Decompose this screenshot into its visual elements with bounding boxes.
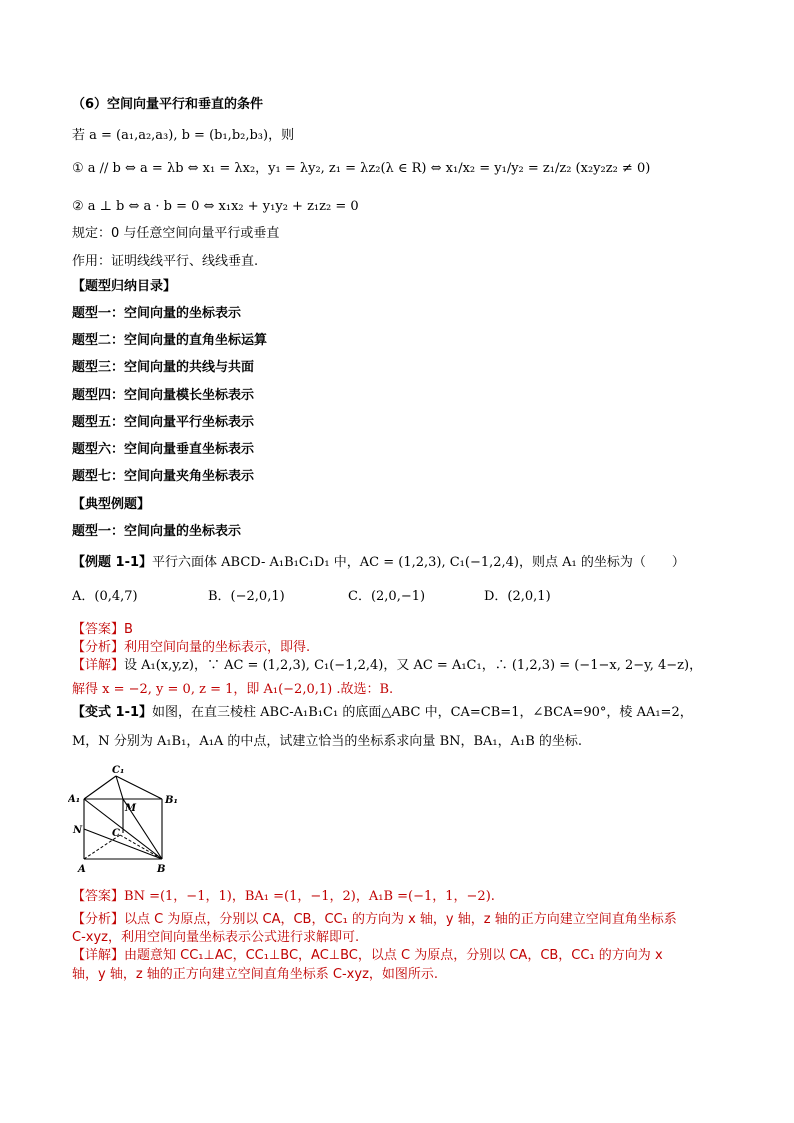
label-b1: B₁	[165, 795, 178, 806]
examples-header: 【典型例题】	[72, 497, 151, 512]
detail-tag: 【详解】	[72, 658, 125, 673]
label-a: A	[78, 864, 86, 875]
catalog-item: 题型一：空间向量的坐标表示	[72, 306, 242, 321]
variant-1-1	[72, 704, 693, 722]
example-1-1	[72, 554, 685, 572]
variant-text: 如图，在直三棱柱 ABC-A₁B₁C₁ 的底面△ABC 中，CA=CB=1，∠BCA=90°，棱 AA₁=2，	[152, 705, 693, 720]
label-n: N	[73, 825, 83, 836]
type1-title: 题型一：空间向量的坐标表示	[72, 524, 242, 539]
detail-tag: 【详解】	[72, 948, 125, 963]
edge-a1c1	[84, 776, 116, 799]
label-c1: C₁	[112, 765, 125, 776]
use-text: 作用：证明线线平行、线线垂直.	[72, 254, 259, 269]
label-b: B	[157, 864, 166, 875]
label-m: M	[125, 803, 137, 814]
rule-text: 规定：0 与任意空间向量平行或垂直	[72, 226, 280, 241]
analysis-tag: 【分析】	[72, 640, 125, 655]
prism-figure	[68, 763, 178, 875]
option-b: B．(−2,0,1)	[208, 589, 285, 604]
catalog-item: 题型三：空间向量的共线与共面	[72, 360, 255, 375]
example-detail-line1	[72, 657, 702, 675]
variant-detail-line2: 轴，y 轴，z 轴的正方向建立空间直角坐标系 C-xyz，如图所示.	[72, 967, 439, 982]
example-text: 平行六面体 ABCD- A₁B₁C₁D₁ 中，AC = (1,2,3), C₁(−1,2,4)，则点 A₁ 的坐标为（ ）	[152, 555, 685, 570]
answer-text: BN =(1，−1，1)，BA₁ =(1，−1，2)，A₁B =(−1，1，−2).	[124, 889, 495, 904]
section-title: （6）空间向量平行和垂直的条件	[72, 97, 264, 112]
catalog-item: 题型五：空间向量平行坐标表示	[72, 415, 255, 430]
parallel-condition: ① a // b ⇔ a = λb ⇔ x₁ = λx₂，y₁ = λy₂, z₁ = λz₂(λ ∈ R) ⇔ x₁/x₂ = y₁/y₂ = z₁/z₂ (x₂y₂z₂ ≠ 0)	[72, 161, 651, 176]
edge-c1b1	[116, 776, 162, 799]
example-options	[72, 588, 722, 606]
variant-analysis-line1	[72, 911, 677, 929]
analysis-text: 利用空间向量的坐标表示，即得.	[124, 640, 311, 655]
example-analysis	[72, 639, 310, 657]
condition-line: 若 a = (a₁,a₂,a₃), b = (b₁,b₂,b₃)，则	[72, 128, 295, 143]
catalog-item: 题型七：空间向量夹角坐标表示	[72, 469, 255, 484]
catalog-item: 题型二：空间向量的直角坐标运算	[72, 333, 268, 348]
label-a1: A₁	[68, 794, 81, 805]
variant-label: 【变式 1-1】	[72, 705, 153, 720]
answer-tag: 【答案】	[72, 622, 125, 637]
detail-text: 由题意知 CC₁⊥AC，CC₁⊥BC，AC⊥BC，以点 C 为原点，分别以 CA，CB，CC₁ 的方向为 x	[124, 948, 663, 963]
answer-text: B	[124, 622, 133, 637]
variant-text-line2: M，N 分别为 A₁B₁，A₁A 的中点，试建立恰当的坐标系求向量 BN，BA₁，A₁B 的坐标.	[72, 734, 583, 749]
analysis-tag: 【分析】	[72, 912, 125, 927]
perpendicular-condition: ② a ⊥ b ⇔ a · b = 0 ⇔ x₁x₂ + y₁y₂ + z₁z₂ = 0	[72, 199, 359, 214]
option-c: C．(2,0,−1)	[348, 589, 426, 604]
label-c: C	[112, 828, 120, 839]
catalog-item: 题型四：空间向量模长坐标表示	[72, 388, 255, 403]
detail-text: 设 A₁(x,y,z)，∵ AC = (1,2,3), C₁(−1,2,4)，又 AC = A₁C₁，∴ (1,2,3) = (−1−x, 2−y, 4−z)，	[124, 658, 703, 673]
catalog-item: 题型六：空间向量垂直坐标表示	[72, 442, 255, 457]
analysis-text: 以点 C 为原点，分别以 CA，CB，CC₁ 的方向为 x 轴，y 轴，z 轴的正方向建立空间直角坐标系	[124, 912, 677, 927]
catalog-header: 【题型归纳目录】	[72, 279, 177, 294]
answer-tag: 【答案】	[72, 889, 125, 904]
hidden-edge-cb	[120, 835, 162, 859]
variant-detail-line1	[72, 947, 663, 965]
example-answer	[72, 621, 133, 639]
example-label: 【例题 1-1】	[72, 555, 153, 570]
edge-nb	[84, 829, 162, 859]
option-d: D．(2,0,1)	[484, 589, 551, 604]
option-a: A．(0,4,7)	[72, 589, 138, 604]
variant-analysis-line2: C-xyz，利用空间向量坐标表示公式进行求解即可.	[72, 930, 360, 945]
variant-answer	[72, 888, 495, 906]
example-detail-line2: 解得 x = −2, y = 0, z = 1，即 A₁(−2,0,1) .故选：B.	[72, 682, 394, 697]
